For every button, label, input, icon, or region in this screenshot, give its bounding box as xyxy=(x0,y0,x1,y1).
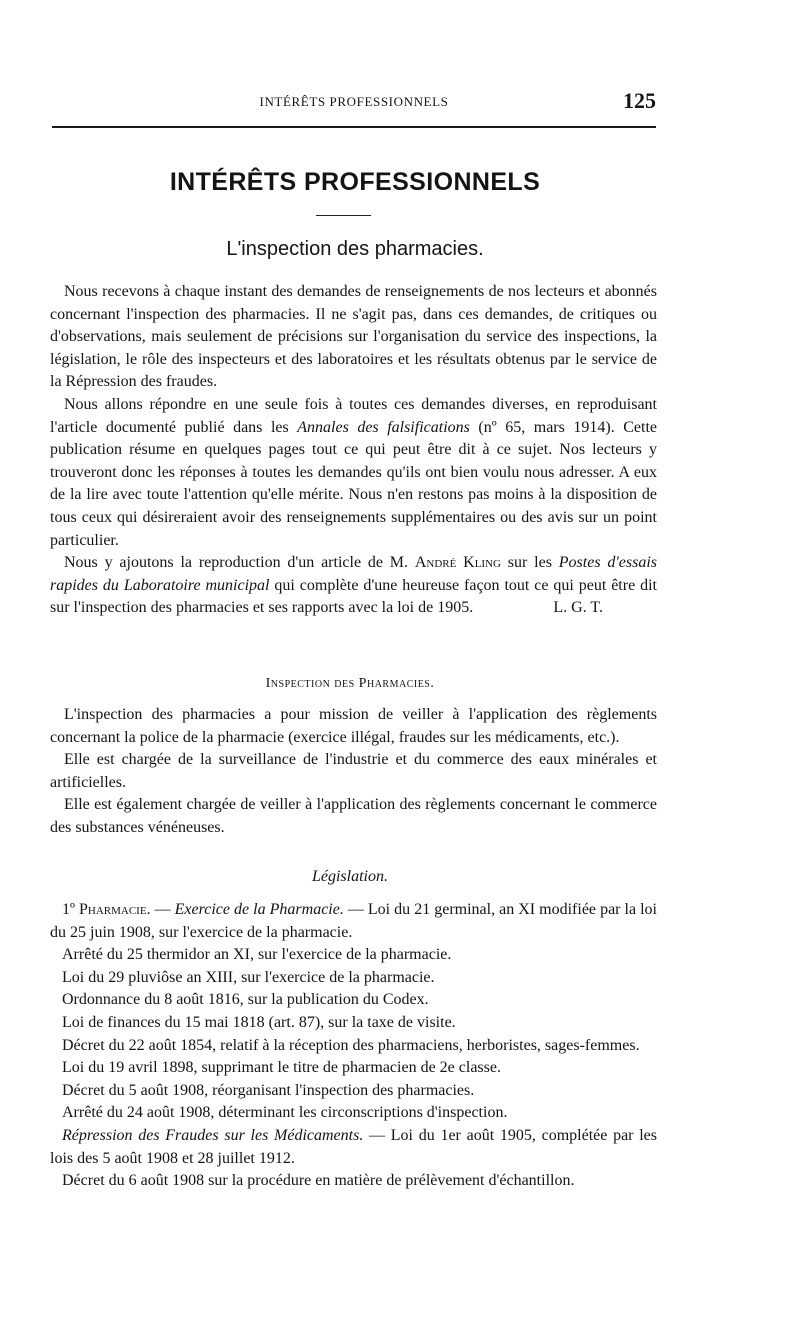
inspection-paragraph-3: Elle est également chargée de veiller à l'application des règlements concernant le commerce des substances vénéneuses. xyxy=(50,796,657,836)
item-number: 1º xyxy=(62,901,79,918)
intro-paragraph-2 xyxy=(50,394,657,552)
running-title: INTÉRÊTS PROFESSIONNELS xyxy=(259,94,449,109)
signature: L. G. T. xyxy=(553,599,603,617)
article-title: INTÉRÊTS PROFESSIONNELS xyxy=(169,168,541,196)
intro-paragraph-2-text-b: (nº 65, mars 1914). Cette publication résume en quelques pages tout ce qui peut être dit à ce sujet. Nos lecteurs y trouveront donc les réponses à toutes les demandes qu'ils ont bien voulu nous adresser. A eux de la lire avec toute l'attention qu'elle mérite. Nous n'en restons pas moins à la disposition de tous ceux qui désireraient avoir des renseignements supplémentaires ou des avis sur un point particulier. xyxy=(50,418,657,549)
journal-title: Annales des falsifications xyxy=(297,418,470,436)
legislation-line: Ordonnance du 8 août 1816, sur la publication du Codex. xyxy=(62,991,429,1009)
legislation-line: Loi du 19 avril 1898, supprimant le titre de pharmacien de 2e classe. xyxy=(62,1059,501,1077)
item-subject: Exercice de la Pharmacie. xyxy=(174,901,344,918)
legislation-line: Décret du 5 août 1908, réorganisant l'inspection des pharmacies. xyxy=(62,1081,475,1099)
legislation-list xyxy=(50,899,657,1193)
inspection-paragraph-1: L'inspection des pharmacies a pour mission de veiller à l'application des règlements concernant la police de la pharmacie (exercice illégal, fraudes sur les médicaments, etc.). xyxy=(50,706,657,746)
intro-paragraph-3 xyxy=(50,552,657,620)
intro-paragraph-3-text-b: sur les xyxy=(500,554,559,572)
item-label: Pharmacie. xyxy=(79,901,151,918)
inspection-paragraph-2: Elle est chargée de la surveillance de l'industrie et du commerce des eaux minérales et artificielles. xyxy=(50,751,657,791)
legislation-line: Arrêté du 25 thermidor an XI, sur l'exercice de la pharmacie. xyxy=(62,946,452,964)
legislation-line: Décret du 22 août 1854, relatif à la réception des pharmaciens, herboristes, sages-femmes. xyxy=(62,1036,640,1054)
item-text: — Loi du 21 germinal, an XI modifiée par la loi du 25 juin 1908, sur l'exercice de la pharmacie. xyxy=(50,901,657,941)
legislation-heading: Législation. xyxy=(311,868,388,885)
legislation-item-pharmacie xyxy=(50,899,657,944)
cited-article-title: Postes d'essais rapides du Laboratoire municipal xyxy=(50,554,658,594)
intro-paragraph-1: Nous recevons à chaque instant des demandes de renseignements de nos lecteurs et abonnés concernant l'inspection des pharmacies. Il ne s'agit pas, dans ces demandes, de critiques ou d'observations, mais seulement de précisions sur l'organisation du service des inspections, la législation, le rôle des inspecteurs et des laboratoires et les résultats obtenus par le service de la Répression des fraudes. xyxy=(50,283,657,391)
running-head xyxy=(52,88,656,116)
intro-paragraph-3-text-a: Nous y ajoutons la reproduction d'un article de M. xyxy=(64,554,415,572)
legislation-line: Loi du 29 pluviôse an XIII, sur l'exercice de la pharmacie. xyxy=(62,968,435,986)
intro-paragraph-2-text-a: Nous allons répondre en une seule fois à toutes ces demandes diverses, en reproduisant l'article documenté publié dans les xyxy=(50,395,657,436)
repression-text: — Loi du 1er août 1905, complétée par les lois des 5 août 1908 et 28 juillet 1912. xyxy=(50,1126,657,1167)
inspection-section xyxy=(50,704,657,840)
author-name: André Kling xyxy=(414,554,501,572)
legislation-line: Loi de finances du 15 mai 1818 (art. 87), sur la taxe de visite. xyxy=(62,1013,456,1031)
legislation-last-line: Décret du 6 août 1908 sur la procédure en matière de prélèvement d'échantillon. xyxy=(62,1172,575,1190)
article-subtitle: L'inspection des pharmacies. xyxy=(226,238,484,260)
legislation-line: Arrêté du 24 août 1908, déterminant les circonscriptions d'inspection. xyxy=(62,1104,508,1122)
inspection-heading: Inspection des Pharmacies. xyxy=(265,676,435,691)
intro-section xyxy=(50,281,657,620)
title-rule xyxy=(316,215,371,216)
header-rule xyxy=(52,126,656,128)
page-number: 125 xyxy=(623,88,656,113)
item-separator: — xyxy=(150,901,175,918)
legislation-repression xyxy=(50,1125,657,1170)
intro-paragraph-3-text-c: qui complète d'une heureuse façon tout ce qui peut être dit sur l'inspection des pharmacies et ses rapports avec la loi de 1905. xyxy=(50,576,657,617)
repression-title: Répression des Fraudes sur les Médicaments. xyxy=(62,1126,364,1144)
